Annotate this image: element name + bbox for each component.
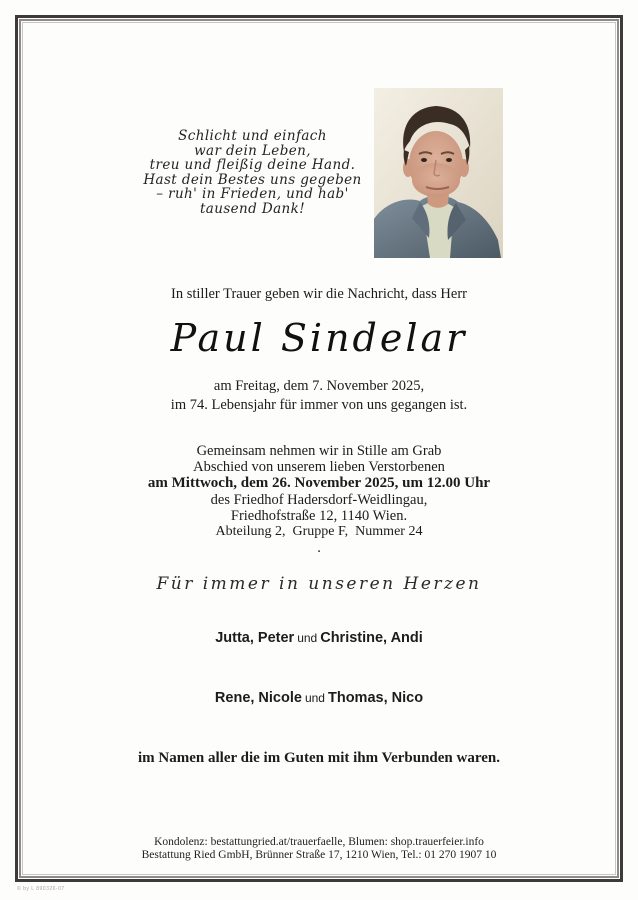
- mourner-connector: und: [297, 631, 318, 645]
- memorial-poem: [105, 129, 400, 217]
- funeral-location-line: des Friedhof Hadersdorf-Weidlingau,: [210, 491, 428, 508]
- mourner-names: Rene, Nicole: [214, 690, 302, 706]
- death-date-line: am Freitag, dem 7. November 2025,: [213, 378, 425, 394]
- funeral-details: [0, 443, 638, 556]
- funeral-home-info-line: Bestattung Ried GmbH, Brünner Straße 17, 1210 Wien, Tel.: 01 270 1907 10: [141, 848, 497, 861]
- mourners-line-1: [0, 630, 638, 646]
- trailing-dot: .: [317, 540, 321, 557]
- condolence-info-line: Kondolenz: bestattungried.at/trauerfaelle, Blumen: shop.trauerfeier.info: [154, 836, 484, 848]
- portrait-photo: [374, 88, 503, 258]
- death-age-line: im 74. Lebensjahr für immer von uns gegangen ist.: [170, 397, 468, 413]
- deceased-name: Paul Sindelar: [170, 316, 468, 360]
- funeral-datetime-line: am Mittwoch, dem 26. November 2025, um 12.00 Uhr: [147, 475, 491, 492]
- announcement-intro: In stiller Trauer geben wir die Nachricht, dass Herr: [171, 286, 467, 302]
- death-date-block: [0, 377, 638, 415]
- mourner-names: Jutta, Peter: [215, 630, 295, 646]
- eye-right: [446, 158, 452, 162]
- funeral-line: Abschied von unserem lieben Verstorbenen: [193, 459, 445, 476]
- farewell-line: Für immer in unseren Herzen: [156, 574, 482, 594]
- poem-line: treu und fleißig deine Hand.: [149, 157, 356, 174]
- print-code: © by L 890326-07: [17, 886, 65, 892]
- mourner-connector: und: [304, 691, 325, 705]
- mourner-names: Thomas, Nico: [327, 690, 424, 706]
- footer-block: [0, 836, 638, 862]
- poem-line: Schlicht und einfach: [178, 128, 327, 144]
- funeral-line: Gemeinsam nehmen wir in Stille am Grab: [196, 443, 442, 459]
- eye-left: [421, 158, 427, 162]
- mourner-names: Christine, Andi: [320, 630, 423, 646]
- poem-line: – ruh' in Frieden, und hab': [156, 186, 349, 203]
- funeral-address-line: Friedhofstraße 12, 1140 Wien.: [230, 507, 408, 524]
- poem-line: tausend Dank!: [199, 200, 306, 217]
- poem-line: Hast dein Bestes uns gegeben: [143, 171, 362, 188]
- grave-section-line: Abteilung 2, Gruppe F, Nummer 24: [215, 524, 423, 540]
- closing-line: im Namen aller die im Guten mit ihm Verbunden waren.: [138, 750, 500, 766]
- jaw: [412, 163, 460, 197]
- mourners-line-2: [0, 690, 638, 706]
- poem-line: war dein Leben,: [194, 142, 311, 159]
